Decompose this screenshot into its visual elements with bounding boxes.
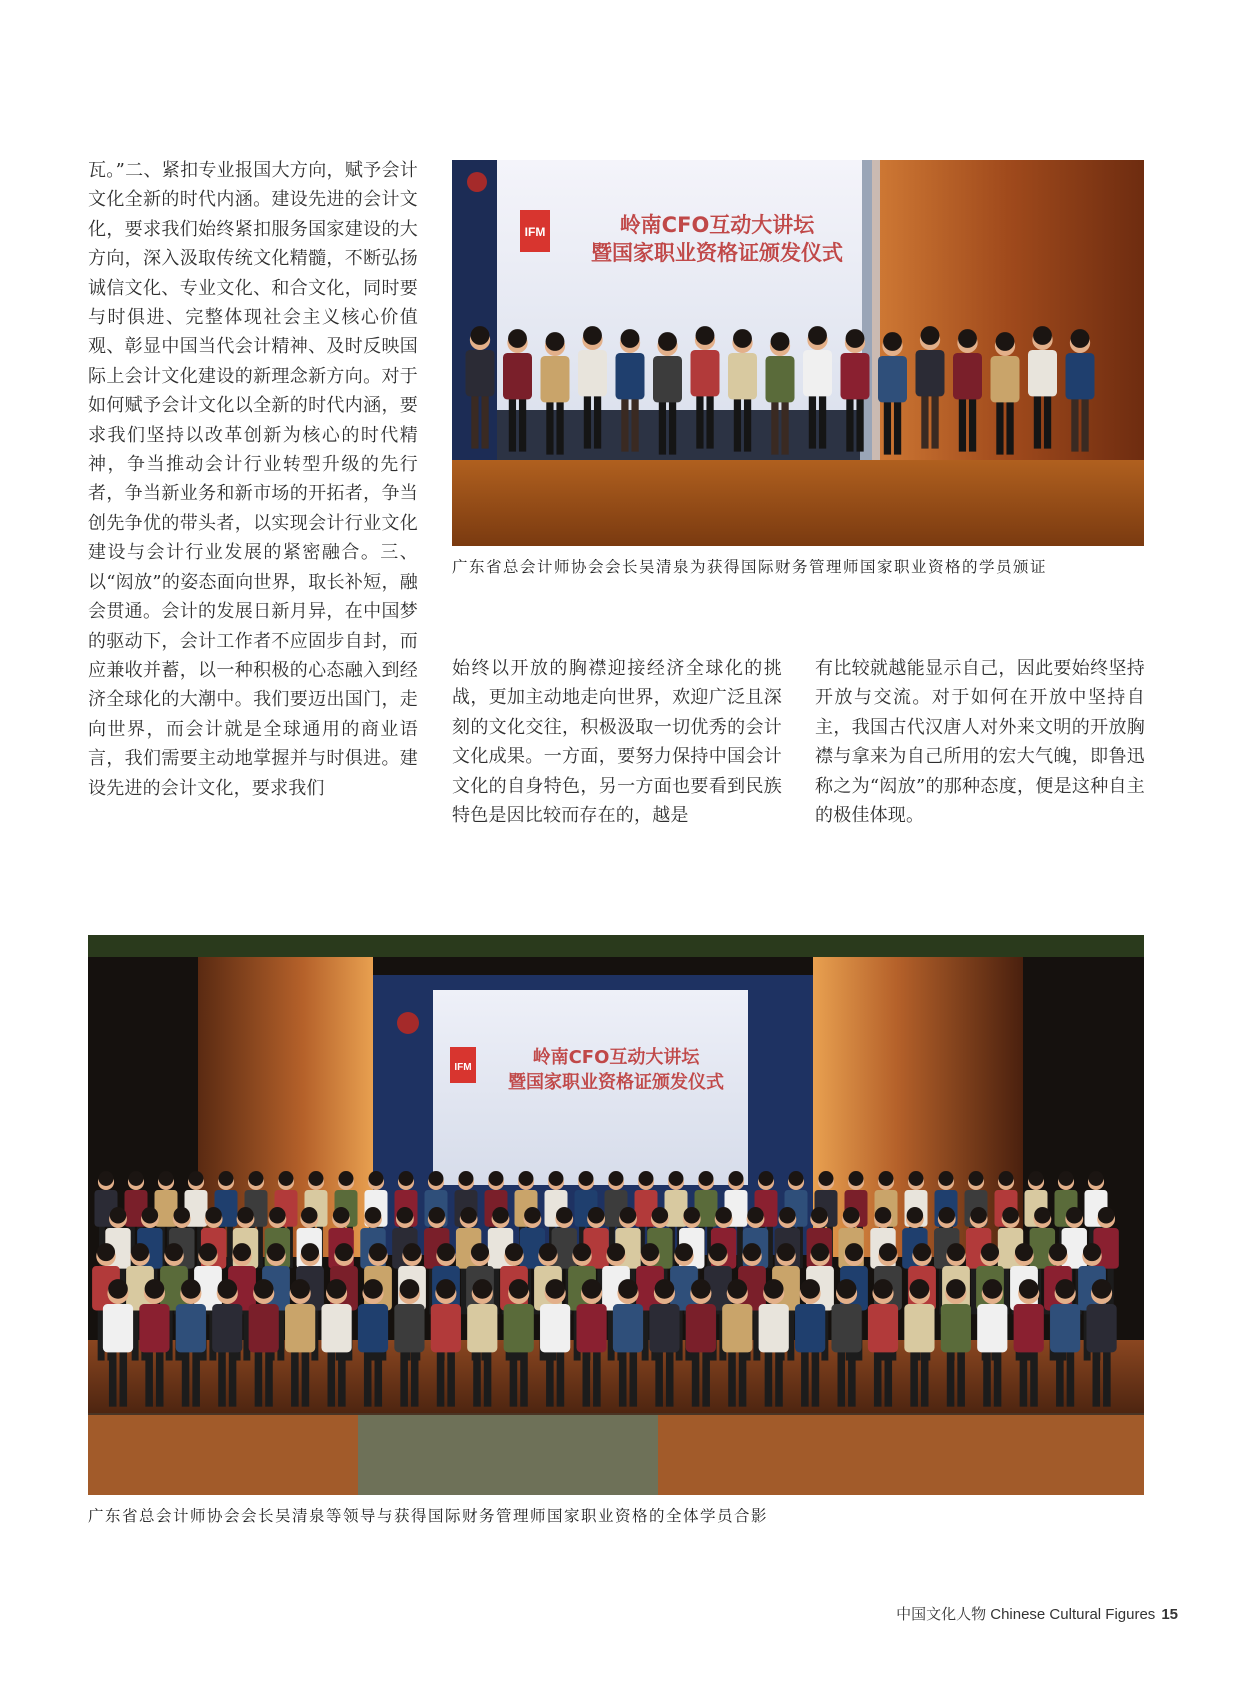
- top-photo-caption: 广东省总会计师协会会长吴清泉为获得国际财务管理师国家职业资格的学员颁证: [452, 558, 1048, 576]
- magazine-name: 中国文化人物 Chinese Cultural Figures: [896, 1606, 1156, 1623]
- bottom-photo-caption: 广东省总会计师协会会长吴清泉等领导与获得国际财务管理师国家职业资格的全体学员合影: [88, 1507, 769, 1525]
- banner-line-1: 岭南CFO互动大讲坛: [619, 213, 815, 237]
- page-footer: [896, 1603, 1178, 1624]
- ifm-logo-group: IFM: [454, 1062, 472, 1073]
- banner-line-2: 暨国家职业资格证颁发仪式: [591, 241, 843, 265]
- group-banner-line-1: 岭南CFO互动大讲坛: [532, 1047, 700, 1068]
- group-banner-line-2: 暨国家职业资格证颁发仪式: [508, 1072, 724, 1093]
- group-photo: [88, 935, 1144, 1495]
- article-text-right-column: 有比较就越能显示自己，因此要始终坚持开放与交流。对于如何在开放中坚持自主，我国古代汉唐人对外来文明的开放胸襟与拿来为自己所用的宏大气魄，即鲁迅称之为“闳放”的那种态度，便是这种自主的极佳体现。: [815, 658, 1145, 827]
- article-text-left-column: 瓦。”二、紧扣专业报国大方向，赋予会计文化全新的时代内涵。建设先进的会计文化，要求我们始终紧扣服务国家建设的大方向，深入汲取传统文化精髓，不断弘扬诚信文化、专业文化、和合文化，同时要与时俱进、完整体现社会主义核心价值观、彰显中国当代会计精神、及时反映国际上会计文化建设的新理念新方向。对于如何赋予会计文化以全新的时代内涵，要求我们坚持以改革创新为核心的时代精神，争当推动会计行业转型升级的先行者，争当新业务和新市场的开拓者，争当创先争优的带头者，以实现会计行业文化建设与会计行业发展的紧密融合。三、以“闳放”的姿态面向世界，取长补短，融会贯通。会计的发展日新月异，在中国梦的驱动下，会计工作者不应固步自封，而应兼收并蓄，以一种积极的心态融入到经济全球化的大潮中。我们要迈出国门，走向世界，而会计就是全球通用的商业语言，我们需要主动地掌握并与时俱进。建设先进的会计文化，要求我们: [88, 160, 418, 799]
- ifm-logo: IFM: [524, 225, 546, 239]
- article-text-middle-column: 始终以开放的胸襟迎接经济全球化的挑战，更加主动地走向世界，欢迎广泛且深刻的文化交往，积极汲取一切优秀的会计文化成果。一方面，要努力保持中国会计文化的自身特色，另一方面也要看到民族特色是因比较而存在的，越是: [452, 658, 782, 827]
- page-number: 15: [1161, 1606, 1178, 1623]
- award-ceremony-photo: [452, 160, 1144, 546]
